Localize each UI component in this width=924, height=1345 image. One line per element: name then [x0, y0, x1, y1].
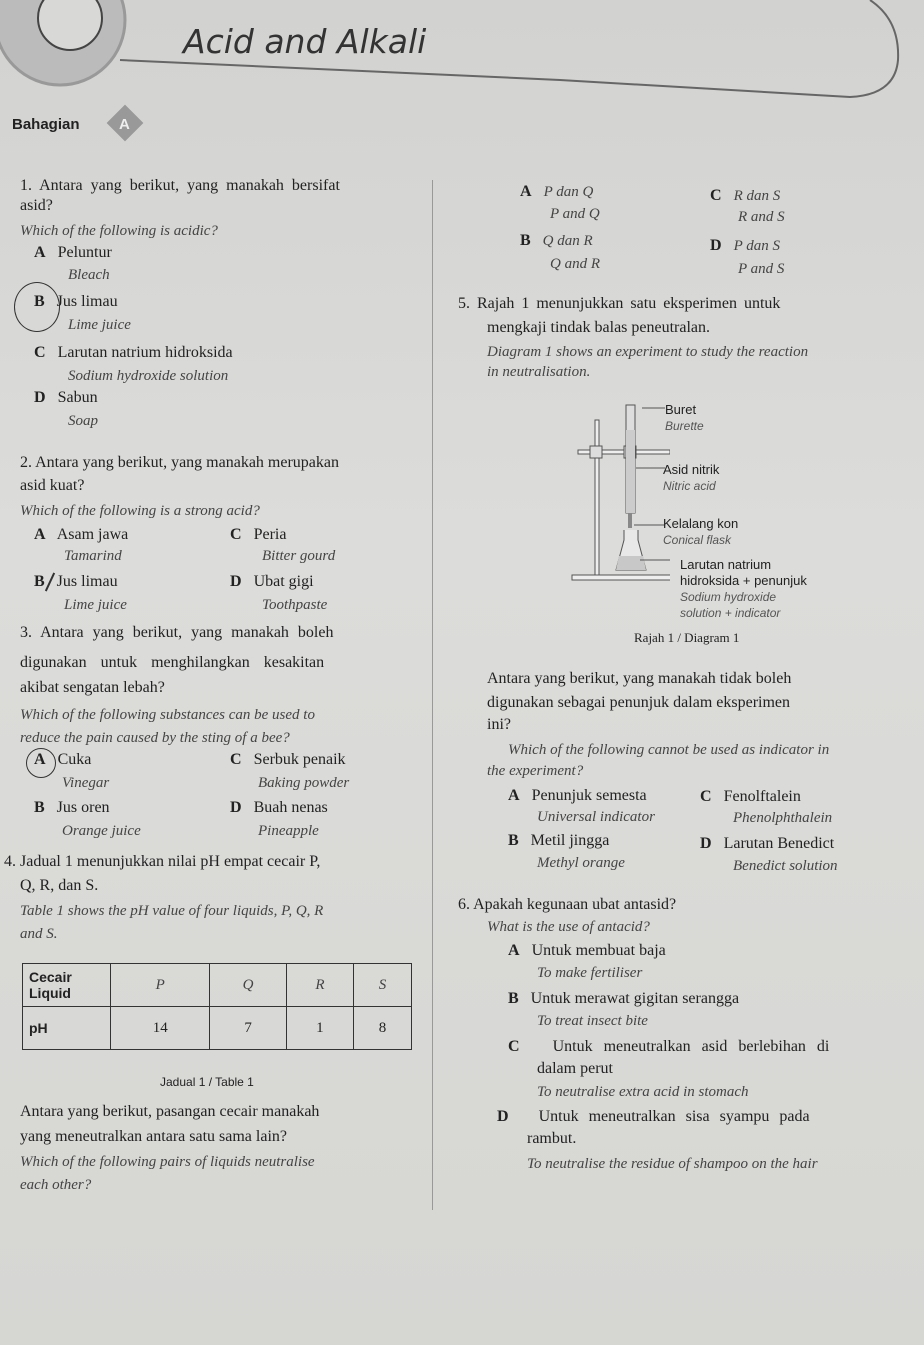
table-header-cell: Q [210, 964, 286, 1007]
table-header-cell: S [354, 964, 412, 1007]
option-letter[interactable]: C [710, 187, 722, 204]
option-text-en: Benedict solution [733, 858, 838, 874]
option-text: Peria [253, 526, 287, 543]
option-text: Metil jingga [530, 832, 610, 849]
option-text-en: Tamarind [64, 548, 122, 564]
option-text: Sabun [57, 389, 98, 406]
q5-question: ini? [487, 716, 511, 733]
q4-question: Antara yang berikut, pasangan cecair manakah [20, 1103, 320, 1120]
option-letter[interactable]: B [34, 293, 45, 310]
option-text: Untuk membuat baja [531, 942, 666, 959]
table-row-label: pH [23, 1007, 111, 1050]
option-letter[interactable]: B [508, 990, 519, 1007]
option-letter[interactable]: D [230, 573, 242, 590]
q3-stem: digunakan untuk menghilangkan kesakitan [20, 654, 325, 671]
q5-question-en: the experiment? [487, 763, 584, 779]
option-letter[interactable]: A [34, 526, 46, 543]
column-divider [432, 180, 433, 1210]
option-text-en: Phenolphthalein [733, 810, 833, 826]
option-text-en: Baking powder [258, 775, 350, 791]
section-letter: A [119, 116, 130, 133]
q1-stem: asid? [20, 197, 53, 214]
option-letter[interactable]: A [34, 751, 46, 768]
option-letter[interactable]: D [497, 1108, 509, 1125]
q3-stem: 3. Antara yang berikut, yang manakah boleh [20, 624, 334, 641]
table-cell: 1 [286, 1007, 353, 1050]
option-text-en: Pineapple [258, 823, 319, 839]
q4-stem-en: and S. [20, 926, 58, 942]
option-letter[interactable]: A [34, 244, 46, 261]
option-text-en: Orange juice [62, 823, 141, 839]
diagram-caption: Rajah 1 / Diagram 1 [634, 630, 740, 645]
option-letter[interactable]: D [34, 389, 46, 406]
option-text: Larutan Benedict [723, 835, 835, 852]
option-text-en: Soap [68, 413, 98, 429]
option-text: Untuk meneutralkan sisa syampu pada [538, 1108, 810, 1125]
table-header-cell: P [111, 964, 210, 1007]
q1-stem-en: Which of the following is acidic? [20, 223, 218, 239]
option-letter[interactable]: C [508, 1038, 520, 1055]
option-text-en: Q and R [550, 256, 600, 272]
q2-stem: asid kuat? [20, 477, 85, 494]
q4-question-en: each other? [20, 1177, 92, 1193]
diagram-label: Buret [665, 402, 697, 417]
option-letter[interactable]: B [34, 573, 45, 590]
burette-tap [628, 513, 632, 528]
option-letter[interactable]: D [710, 237, 722, 254]
option-text-en: R and S [738, 209, 785, 225]
q3-stem-en: reduce the pain caused by the sting of a bee? [20, 730, 290, 746]
diagram-label: hidroksida + penunjuk [680, 573, 807, 588]
table-row [23, 1007, 412, 1050]
table-caption: Jadual 1 / Table 1 [160, 1075, 254, 1089]
option-text: Serbuk penaik [253, 751, 346, 768]
option-text: Jus limau [56, 293, 118, 310]
diagram-label-en: Conical flask [663, 533, 732, 547]
ph-table [22, 963, 412, 1050]
q4-stem-en: Table 1 shows the pH value of four liquids, P, Q, R [20, 903, 324, 919]
option-letter[interactable]: D [700, 835, 712, 852]
option-text-en: Methyl orange [537, 855, 625, 871]
option-text: dalam perut [537, 1060, 613, 1077]
table-cell: 7 [210, 1007, 286, 1050]
table-header-cell: R [286, 964, 353, 1007]
option-text-en: Vinegar [62, 775, 110, 791]
table-cell: 8 [354, 1007, 412, 1050]
option-text: Cuka [57, 751, 92, 768]
option-letter[interactable]: C [230, 526, 242, 543]
option-text: Buah nenas [253, 799, 328, 816]
option-text-en: Bitter gourd [262, 548, 336, 564]
option-text: Untuk merawat gigitan serangga [530, 990, 740, 1007]
option-text: Larutan natrium hidroksida [57, 344, 233, 361]
option-text: P dan S [733, 238, 780, 254]
q2-stem: 2. Antara yang berikut, yang manakah merupakan [20, 454, 339, 471]
option-text: Penunjuk semesta [531, 787, 647, 804]
option-text-en: Lime juice [64, 597, 127, 613]
option-text-en: Lime juice [68, 317, 131, 333]
diagram-label-en: Nitric acid [663, 479, 716, 493]
option-letter[interactable]: B [520, 232, 531, 249]
option-text-en: Sodium hydroxide solution [68, 368, 229, 384]
table-header-cell: Cecair [29, 969, 72, 985]
titration-apparatus-diagram [560, 390, 670, 590]
retort-stand-base [572, 575, 670, 580]
q5-question: Antara yang berikut, yang manakah tidak boleh [487, 670, 792, 687]
option-text-en: To neutralise extra acid in stomach [537, 1084, 749, 1100]
option-text: P dan Q [543, 184, 594, 200]
option-letter[interactable]: C [34, 344, 46, 361]
option-text: R dan S [733, 188, 781, 204]
q5-question-en: Which of the following cannot be used as indicator in [508, 742, 830, 758]
option-text: Jus limau [56, 573, 118, 590]
option-text-en: To make fertiliser [537, 965, 643, 981]
option-letter[interactable]: A [520, 183, 532, 200]
option-letter[interactable]: B [34, 799, 45, 816]
retort-stand-rod [595, 420, 599, 575]
table-header-cell: Liquid [29, 985, 71, 1001]
table-cell: 14 [111, 1007, 210, 1050]
q4-stem: Q, R, dan S. [20, 877, 99, 894]
q4-question: yang meneutralkan antara satu sama lain? [20, 1128, 287, 1145]
option-letter[interactable]: C [700, 788, 712, 805]
q1-stem: 1. Antara yang berikut, yang manakah bersifat [20, 177, 340, 194]
option-letter[interactable]: D [230, 799, 242, 816]
option-text-en: Bleach [68, 267, 110, 283]
q2-stem-en: Which of the following is a strong acid? [20, 503, 260, 519]
chapter-banner [0, 0, 924, 110]
option-text-en: P and Q [550, 206, 600, 222]
diagram-label-en: Burette [665, 419, 704, 433]
option-text: Fenolftalein [723, 788, 801, 805]
option-text-en: To treat insect bite [537, 1013, 648, 1029]
diagram-label: Kelalang kon [663, 516, 739, 531]
q6-stem: 6. Apakah kegunaan ubat antasid? [458, 896, 677, 913]
q5-stem-en: in neutralisation. [487, 364, 591, 380]
diagram-label: Larutan natrium [680, 557, 772, 572]
option-letter[interactable]: B [508, 832, 519, 849]
chapter-title: Acid and Alkali [183, 22, 427, 61]
q5-stem: mengkaji tindak balas peneutralan. [487, 319, 711, 336]
option-letter[interactable]: A [508, 787, 520, 804]
option-text: Ubat gigi [253, 573, 314, 590]
section-label: Bahagian [12, 116, 80, 133]
q3-stem: akibat sengatan lebah? [20, 679, 165, 696]
q4-question-en: Which of the following pairs of liquids neutralise [20, 1154, 315, 1170]
q4-stem: 4. Jadual 1 menunjukkan nilai pH empat cecair P, [4, 853, 321, 870]
option-text-en: To neutralise the residue of shampoo on the hair [527, 1156, 818, 1172]
option-text: Jus oren [56, 799, 110, 816]
q6-stem-en: What is the use of antacid? [487, 919, 650, 935]
option-letter[interactable]: C [230, 751, 242, 768]
diagram-label-en: Sodium hydroxide [680, 590, 777, 604]
option-letter[interactable]: A [508, 942, 520, 959]
option-text: Q dan R [542, 233, 593, 249]
option-text: Untuk meneutralkan asid berlebihan di [552, 1038, 830, 1055]
q3-stem-en: Which of the following substances can be used to [20, 707, 315, 723]
option-text-en: Toothpaste [262, 597, 328, 613]
option-text-en: P and S [738, 261, 785, 277]
diagram-label-en: solution + indicator [680, 606, 781, 620]
option-text: rambut. [527, 1130, 577, 1147]
option-text: Peluntur [57, 244, 112, 261]
q5-question: digunakan sebagai penunjuk dalam eksperimen [487, 694, 791, 711]
table-header-row [23, 964, 412, 1007]
q5-stem-en: Diagram 1 shows an experiment to study the reaction [487, 344, 809, 360]
q5-stem: 5. Rajah 1 menunjukkan satu eksperimen untuk [458, 295, 781, 312]
option-text-en: Universal indicator [537, 809, 655, 825]
option-text: Asam jawa [56, 526, 129, 543]
diagram-label: Asid nitrik [663, 462, 720, 477]
